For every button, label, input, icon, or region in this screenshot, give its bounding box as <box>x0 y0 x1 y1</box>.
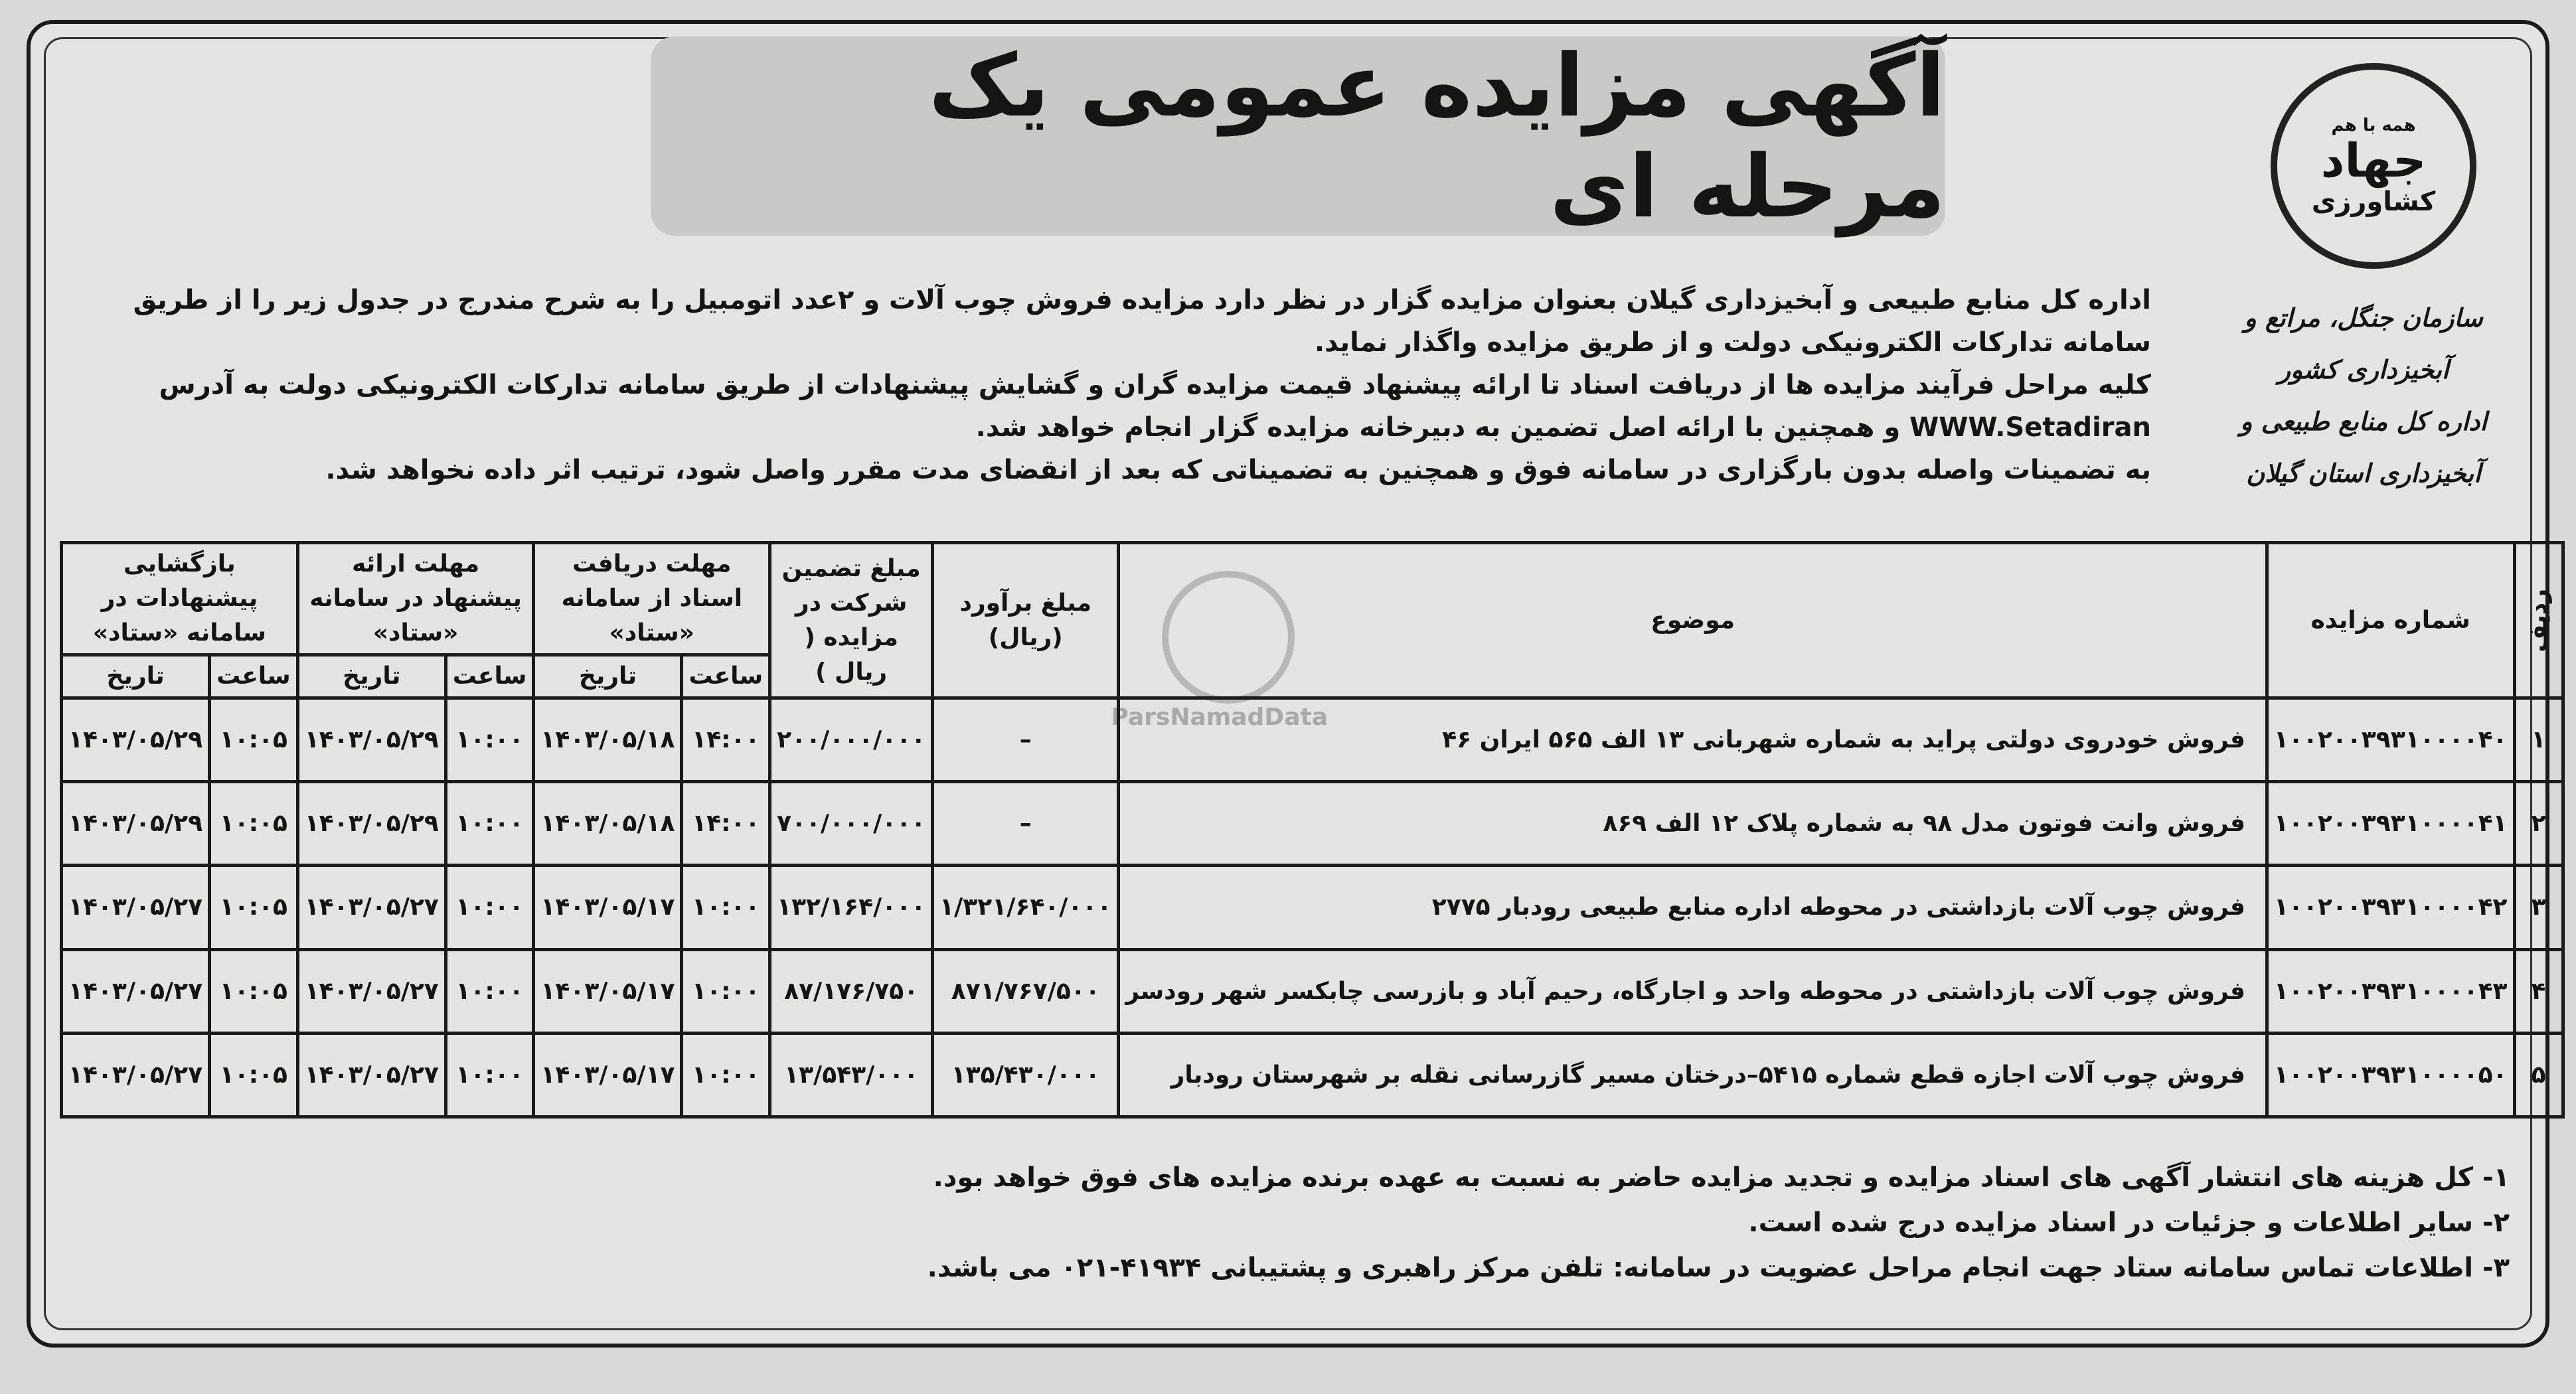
cell-docs-date: ۱۴۰۳/۰۵/۱۸ <box>534 782 682 866</box>
cell-auction-number: ۱۰۰۲۰۰۳۹۳۱۰۰۰۰۴۰ <box>2267 698 2514 782</box>
header-row-index: ردیف <box>2514 543 2563 698</box>
header-time: ساعت <box>682 655 770 698</box>
cell-guarantee: ۱۳۲/۱۶۴/۰۰۰ <box>770 866 933 949</box>
logo-top-text: همه با هم <box>2331 115 2416 135</box>
cell-open-time: ۱۰:۰۵ <box>210 782 298 866</box>
intro-line: اداره کل منابع طبیعی و آبخیزداری گیلان بعنوان مزایده گزار در نظر دارد مزایده فروش چوب آلات و ۲عدد اتومبیل را به شرح مندرج در جدول زیر را از طریق <box>133 285 2151 315</box>
org-line: سازمان جنگل، مراتع و آبخیزداری کشور <box>2244 303 2483 384</box>
cell-docs-date: ۱۴۰۳/۰۵/۱۷ <box>534 949 682 1033</box>
cell-auction-number: ۱۰۰۲۰۰۳۹۳۱۰۰۰۰۵۰ <box>2267 1033 2514 1117</box>
cell-guarantee: ۷۰۰/۰۰۰/۰۰۰ <box>770 782 933 866</box>
table-row <box>62 782 2563 866</box>
cell-estimate: ۸۷۱/۷۶۷/۵۰۰ <box>933 949 1119 1033</box>
cell-offer-time: ۱۰:۰۰ <box>445 866 534 949</box>
cell-guarantee: ۸۷/۱۷۶/۷۵۰ <box>770 949 933 1033</box>
cell-row-index: ۲ <box>2514 782 2563 866</box>
cell-row-index: ۵ <box>2514 1033 2563 1117</box>
table-row <box>62 1033 2563 1117</box>
cell-open-date: ۱۴۰۳/۰۵/۲۷ <box>62 866 210 949</box>
note-line: ۲- سایر اطلاعات و جزئیات در اسناد مزایده درج شده است. <box>1748 1207 2510 1238</box>
header-time: ساعت <box>445 655 534 698</box>
cell-estimate: – <box>933 782 1119 866</box>
watermark-text: ParsNamadData <box>1111 704 1328 731</box>
organization-name <box>2204 292 2523 499</box>
cell-offer-time: ۱۰:۰۰ <box>445 1033 534 1117</box>
cell-offer-time: ۱۰:۰۰ <box>445 698 534 782</box>
cell-open-date: ۱۴۰۳/۰۵/۲۷ <box>62 949 210 1033</box>
cell-subject: فروش خودروی دولتی پراید به شماره شهربانی ۱۳ الف ۵۶۵ ایران ۴۶ <box>1119 698 2267 782</box>
header-date: تاریخ <box>297 655 445 698</box>
header-opening: بازگشایی پیشنهادات در سامانه «ستاد» <box>62 543 298 655</box>
cell-open-time: ۱۰:۰۵ <box>210 866 298 949</box>
cell-docs-time: ۱۰:۰۰ <box>682 949 770 1033</box>
cell-subject: فروش وانت فوتون مدل ۹۸ به شماره پلاک ۱۲ الف ۸۶۹ <box>1119 782 2267 866</box>
page-title: آگهی مزایده عمومی یک مرحله ای <box>928 35 1945 237</box>
jahad-logo <box>2271 63 2476 269</box>
cell-docs-date: ۱۴۰۳/۰۵/۱۸ <box>534 698 682 782</box>
header-offer-deadline: مهلت ارائه پیشنهاد در سامانه «ستاد» <box>297 543 534 655</box>
org-line: اداره کل منابع طبیعی و آبخیزداری استان گیلان <box>2240 406 2487 488</box>
cell-offer-date: ۱۴۰۳/۰۵/۲۹ <box>297 698 445 782</box>
cell-open-date: ۱۴۰۳/۰۵/۲۹ <box>62 782 210 866</box>
cell-open-time: ۱۰:۰۵ <box>210 1033 298 1117</box>
cell-auction-number: ۱۰۰۲۰۰۳۹۳۱۰۰۰۰۴۱ <box>2267 782 2514 866</box>
cell-auction-number: ۱۰۰۲۰۰۳۹۳۱۰۰۰۰۴۳ <box>2267 949 2514 1033</box>
cell-offer-date: ۱۴۰۳/۰۵/۲۷ <box>297 866 445 949</box>
auction-table <box>60 541 2565 1119</box>
cell-subject: فروش چوب آلات بازداشتی در محوطه اداره منابع طبیعی رودبار ۲۷۷۵ <box>1119 866 2267 949</box>
cell-guarantee: ۱۳/۵۴۳/۰۰۰ <box>770 1033 933 1117</box>
cell-docs-time: ۱۴:۰۰ <box>682 782 770 866</box>
intro-line: به تضمینات واصله بدون بارگزاری در سامانه فوق و همچنین به تضمیناتی که بعد از انقضای مدت مقرر واصل شود، ترتیب اثر داده نخواهد شد. <box>325 455 2151 485</box>
logo-sub-text: کشاورزی <box>2311 186 2436 217</box>
cell-offer-date: ۱۴۰۳/۰۵/۲۹ <box>297 782 445 866</box>
cell-row-index: ۴ <box>2514 949 2563 1033</box>
cell-docs-date: ۱۴۰۳/۰۵/۱۷ <box>534 866 682 949</box>
intro-line: WWW.Setadiran و همچنین با ارائه اصل تضمین به دبیرخانه مزایده گزار انجام خواهد شد. <box>975 412 2151 443</box>
cell-open-date: ۱۴۰۳/۰۵/۲۹ <box>62 698 210 782</box>
cell-open-time: ۱۰:۰۵ <box>210 698 298 782</box>
table-row <box>62 949 2563 1033</box>
cell-auction-number: ۱۰۰۲۰۰۳۹۳۱۰۰۰۰۴۲ <box>2267 866 2514 949</box>
cell-docs-time: ۱۰:۰۰ <box>682 1033 770 1117</box>
cell-offer-date: ۱۴۰۳/۰۵/۲۷ <box>297 1033 445 1117</box>
cell-offer-time: ۱۰:۰۰ <box>445 782 534 866</box>
header-estimate: مبلغ برآورد (ریال) <box>933 543 1119 698</box>
title-banner <box>651 37 1945 236</box>
cell-docs-date: ۱۴۰۳/۰۵/۱۷ <box>534 1033 682 1117</box>
header-auction-number: شماره مزایده <box>2267 543 2514 698</box>
cell-estimate: ۱/۳۲۱/۶۴۰/۰۰۰ <box>933 866 1119 949</box>
logo-main-text: جهاد <box>2320 133 2427 188</box>
header-guarantee: مبلغ تضمین شرکت در مزایده ( ریال ) <box>770 543 933 698</box>
intro-line: سامانه تدارکات الکترونیکی دولت و از طریق مزایده واگذار نماید. <box>1314 327 2151 358</box>
cell-guarantee: ۲۰۰/۰۰۰/۰۰۰ <box>770 698 933 782</box>
cell-subject: فروش چوب آلات بازداشتی در محوطه واحد و اجارگاه، رحیم آباد و بازرسی چابکسر شهر رودسر <box>1119 949 2267 1033</box>
cell-docs-time: ۱۴:۰۰ <box>682 698 770 782</box>
header-time: ساعت <box>210 655 298 698</box>
cell-estimate: – <box>933 698 1119 782</box>
cell-estimate: ۱۳۵/۴۳۰/۰۰۰ <box>933 1033 1119 1117</box>
cell-open-date: ۱۴۰۳/۰۵/۲۷ <box>62 1033 210 1117</box>
notes <box>120 1155 2510 1290</box>
cell-open-time: ۱۰:۰۵ <box>210 949 298 1033</box>
note-line: ۱- کل هزینه های انتشار آگهی های اسناد مزایده و تجدید مزایده حاضر به نسبت به عهده برنده مزایده های فوق خواهد بود. <box>933 1162 2510 1193</box>
table-row <box>62 866 2563 949</box>
cell-row-index: ۱ <box>2514 698 2563 782</box>
cell-subject: فروش چوب آلات اجازه قطع شماره ۵۴۱۵–درختان مسیر گازرسانی نقله بر شهرستان رودبار <box>1119 1033 2267 1117</box>
cell-offer-date: ۱۴۰۳/۰۵/۲۷ <box>297 949 445 1033</box>
table-header-row <box>62 543 2563 655</box>
intro-text <box>80 279 2151 491</box>
cell-offer-time: ۱۰:۰۰ <box>445 949 534 1033</box>
cell-docs-time: ۱۰:۰۰ <box>682 866 770 949</box>
header-date: تاریخ <box>62 655 210 698</box>
table-row <box>62 698 2563 782</box>
header-docs-deadline: مهلت دریافت اسناد از سامانه «ستاد» <box>534 543 770 655</box>
intro-line: کلیه مراحل فرآیند مزایده ها از دریافت اسناد تا ارائه پیشنهاد قیمت مزایده گران و گشایش پیشنهادات از طریق سامانه تدارکات الکترونیکی دولت به آدرس <box>159 370 2151 400</box>
note-line: ۳- اطلاعات تماس سامانه ستاد جهت انجام مراحل عضویت در سامانه: تلفن مرکز راهبری و پشتیبانی ۴۱۹۳۴-۰۲۱ می باشد. <box>927 1253 2510 1283</box>
cell-row-index: ۳ <box>2514 866 2563 949</box>
header-date: تاریخ <box>534 655 682 698</box>
header-subject: موضوع <box>1119 543 2267 698</box>
